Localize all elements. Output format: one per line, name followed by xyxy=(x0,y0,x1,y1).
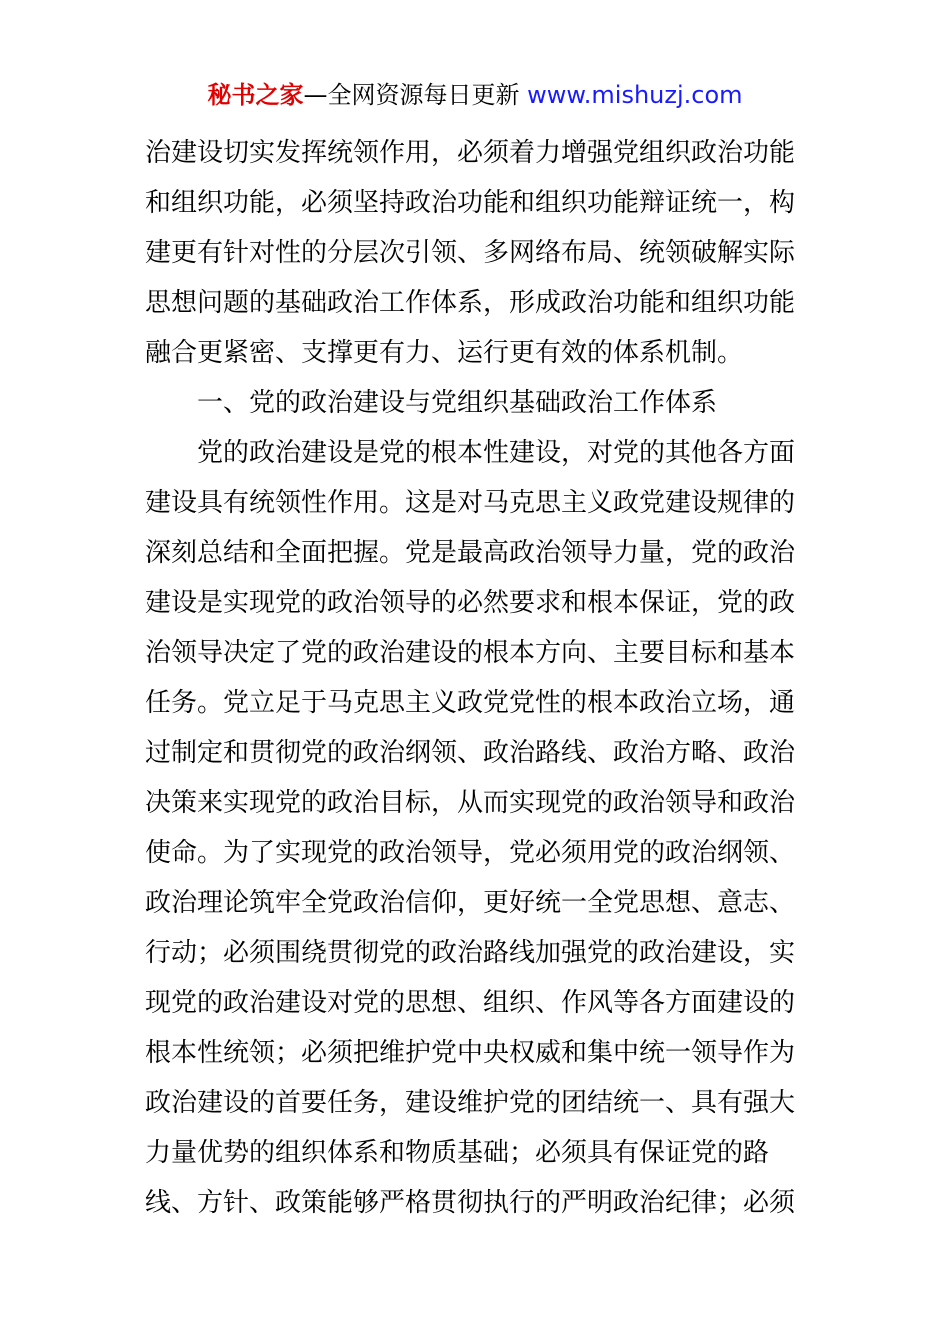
text-line: 决策来实现党的政治目标，从而实现党的政治领导和政治 xyxy=(145,788,796,818)
text-line: 思想问题的基础政治工作体系，形成政治功能和组织功能 xyxy=(145,288,796,318)
text-line: 现党的政治建设对党的思想、组织、作风等各方面建设的 xyxy=(145,988,796,1018)
text-line: 力量优势的组织体系和物质基础；必须具有保证党的路 xyxy=(145,1138,770,1168)
page-header xyxy=(0,78,950,112)
text-line: 治建设切实发挥统领作用，必须着力增强党组织政治功能 xyxy=(145,138,796,168)
text-line: 一、党的政治建设与党组织基础政治工作体系 xyxy=(197,388,718,418)
document-body xyxy=(145,128,805,1228)
text-line: 融合更紧密、支撑更有力、运行更有效的体系机制。 xyxy=(145,338,744,368)
text-line: 建设是实现党的政治领导的必然要求和根本保证，党的政 xyxy=(145,588,796,618)
text-line: 政治建设的首要任务，建设维护党的团结统一、具有强大 xyxy=(145,1088,796,1118)
text-line: 行动；必须围绕贯彻党的政治路线加强党的政治建设，实 xyxy=(145,938,796,968)
text-line: 使命。为了实现党的政治领导，党必须用党的政治纲领、 xyxy=(145,838,796,868)
site-brand: 秘书之家 xyxy=(207,81,304,109)
text-line: 建更有针对性的分层次引领、多网络布局、统领破解实际 xyxy=(145,238,796,268)
text-line: 和组织功能，必须坚持政治功能和组织功能辩证统一，构 xyxy=(145,188,796,218)
text-line: 治领导决定了党的政治建设的根本方向、主要目标和基本 xyxy=(145,638,796,668)
text-line: 过制定和贯彻党的政治纲领、政治路线、政治方略、政治 xyxy=(145,738,796,768)
text-line: 党的政治建设是党的根本性建设，对党的其他各方面 xyxy=(197,438,796,468)
text-line: 深刻总结和全面把握。党是最高政治领导力量，党的政治 xyxy=(145,538,796,568)
text-line: 建设具有统领性作用。这是对马克思主义政党建设规律的 xyxy=(145,488,796,518)
text-line: 政治理论筑牢全党政治信仰，更好统一全党思想、意志、 xyxy=(145,888,796,918)
text-line: 线、方针、政策能够严格贯彻执行的严明政治纪律；必须 xyxy=(145,1188,796,1218)
text-line: 根本性统领；必须把维护党中央权威和集中统一领导作为 xyxy=(145,1038,796,1068)
site-tagline: —全网资源每日更新 xyxy=(303,81,520,109)
text-line: 任务。党立足于马克思主义政党党性的根本政治立场，通 xyxy=(145,688,796,718)
site-url[interactable]: www.mishuzj.com xyxy=(527,81,743,109)
